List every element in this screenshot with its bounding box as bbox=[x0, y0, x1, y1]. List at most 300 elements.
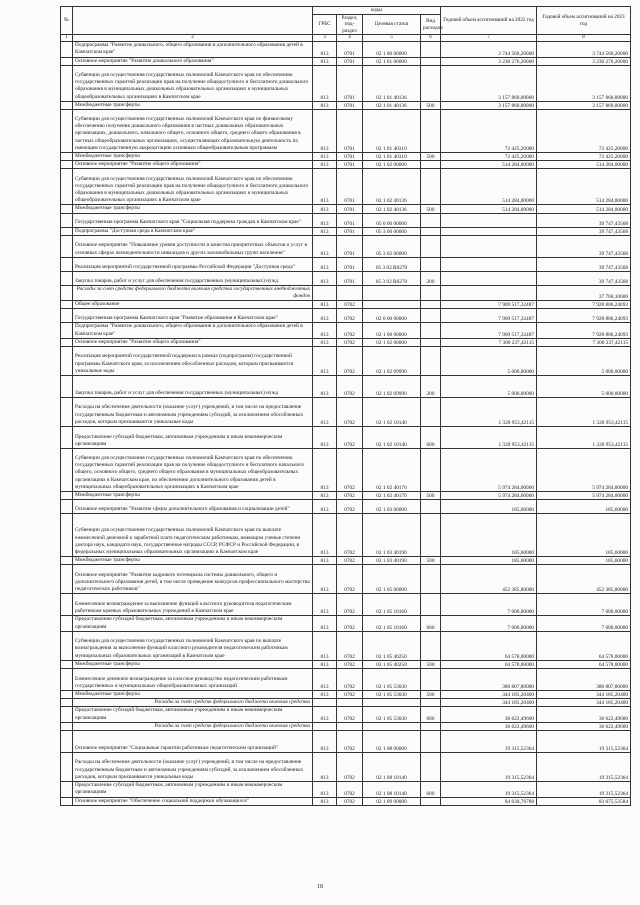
row-kind: 500 bbox=[421, 205, 441, 213]
col-index: 5 bbox=[363, 35, 421, 42]
row-grbs: 813 bbox=[313, 57, 337, 65]
table-row bbox=[61, 691, 631, 699]
row-target: 05 3 02 R0270 bbox=[363, 271, 421, 285]
row-vol2023: 452 385,80000 bbox=[537, 565, 631, 594]
table-row bbox=[61, 376, 631, 398]
row-target: 02 1 01 40310 bbox=[363, 153, 421, 161]
row-number bbox=[61, 565, 73, 594]
row-kind bbox=[421, 227, 441, 235]
row-vol2023: 39 747,43568 bbox=[537, 227, 631, 235]
row-grbs: 813 bbox=[313, 707, 337, 722]
row-vol2023: 5 000,00000 bbox=[537, 347, 631, 376]
row-grbs: 813 bbox=[313, 557, 337, 565]
row-vol2022: 3 744 560,20000 bbox=[441, 42, 537, 57]
col-index: 7 bbox=[441, 35, 537, 42]
row-target: 02 1 02 10140 bbox=[363, 427, 421, 449]
col-header-target: Целевая статья bbox=[363, 15, 421, 35]
row-vol2022: 36 622,49600 bbox=[441, 722, 537, 730]
row-section: 0702 bbox=[337, 449, 363, 492]
table-row bbox=[61, 205, 631, 213]
row-number bbox=[61, 235, 73, 257]
table-row bbox=[61, 699, 631, 707]
row-name: Субвенции для осуществления государственных полномочий Камчатского края по выплате вознаграждения за выполнение функций классного руководителя педагогическим работникам муниципальных образовательных организаций в Камчатском крае bbox=[73, 631, 313, 660]
row-vol2023: 64 578,00000 bbox=[537, 631, 631, 660]
row-section: 0702 bbox=[337, 376, 363, 398]
row-name: Основное мероприятие "Повышение уровня доступности и качества приоритетных объектов и услуг в основных сферах жизнедеятельности инвалидов и других маломобильных групп населения" bbox=[73, 235, 313, 257]
row-vol2023: 39 747,43568 bbox=[537, 235, 631, 257]
row-vol2022: 7 000,00000 bbox=[441, 616, 537, 631]
row-vol2022: 7 909 517,32487 bbox=[441, 301, 537, 309]
col-index: 2 bbox=[73, 35, 313, 42]
table-row bbox=[61, 398, 631, 427]
row-section: 0702 bbox=[337, 782, 363, 797]
row-target: 02 1 05 53030 bbox=[363, 707, 421, 722]
row-grbs: 813 bbox=[313, 797, 337, 805]
row-name: Ежемесячное вознаграждение за выполнение функций классного руководителя педагогическим работникам краевых образовательных учреждений в Камчатском крае bbox=[73, 594, 313, 616]
row-number bbox=[61, 65, 73, 101]
row-vol2023: 514 284,00000 bbox=[537, 205, 631, 213]
row-number bbox=[61, 660, 73, 668]
row-vol2023: 7 928 806,24093 bbox=[537, 301, 631, 309]
row-number bbox=[61, 782, 73, 797]
row-vol2023: 39 747,43568 bbox=[537, 257, 631, 271]
row-target: 02 1 02 09990 bbox=[363, 376, 421, 398]
row-grbs: 813 bbox=[313, 376, 337, 398]
row-section: 0702 bbox=[337, 565, 363, 594]
row-vol2023: 64 578,00000 bbox=[537, 660, 631, 668]
row-section: 0702 bbox=[337, 500, 363, 514]
row-vol2022: 19 315,52364 bbox=[441, 782, 537, 797]
row-grbs: 813 bbox=[313, 301, 337, 309]
row-vol2023: 36 622,49600 bbox=[537, 722, 631, 730]
col-header-section: Раздел, под-раздел bbox=[337, 15, 363, 35]
row-name: Межбюджетные трансферты bbox=[73, 101, 313, 109]
row-vol2023: 19 315,52364 bbox=[537, 782, 631, 797]
table-body bbox=[61, 35, 631, 805]
row-name: Подпрограмма "Доступная среда в Камчатском крае" bbox=[73, 227, 313, 235]
row-grbs: 813 bbox=[313, 271, 337, 285]
row-grbs: 813 bbox=[313, 101, 337, 109]
row-name: Подпрограмма "Развитие дошкольного, общего образования и дополнительного образования детей в Камчатском крае" bbox=[73, 323, 313, 338]
row-vol2023: 344 185,20400 bbox=[537, 691, 631, 699]
row-vol2023: 72 425,20000 bbox=[537, 110, 631, 153]
row-name: Реализация мероприятий государственной программы Российской Федерации "Доступная среда" bbox=[73, 257, 313, 271]
table-row bbox=[61, 427, 631, 449]
row-kind: 600 bbox=[421, 427, 441, 449]
col-index: 3 bbox=[313, 35, 337, 42]
row-vol2023: 83 675,53584 bbox=[537, 797, 631, 805]
row-target: 02 1 01 40136 bbox=[363, 65, 421, 101]
row-number bbox=[61, 376, 73, 398]
row-kind bbox=[421, 257, 441, 271]
row-number bbox=[61, 161, 73, 169]
row-section: 0701 bbox=[337, 42, 363, 57]
table-row bbox=[61, 65, 631, 101]
row-kind bbox=[421, 213, 441, 227]
row-vol2023: 7 928 806,24093 bbox=[537, 309, 631, 323]
row-name: Основное мероприятие "Обеспечение социальной поддержки обучающихся" bbox=[73, 797, 313, 805]
row-section bbox=[337, 285, 363, 300]
row-number bbox=[61, 449, 73, 492]
row-kind bbox=[421, 631, 441, 660]
row-section: 0702 bbox=[337, 301, 363, 309]
row-target: 02 1 02 09990 bbox=[363, 347, 421, 376]
row-number bbox=[61, 398, 73, 427]
table-row bbox=[61, 285, 631, 300]
row-vol2022: 3 157 860,00000 bbox=[441, 65, 537, 101]
row-number bbox=[61, 631, 73, 660]
row-name: Закупка товаров, работ и услуг для обеспечения государственных (муниципальных) нужд bbox=[73, 271, 313, 285]
row-vol2023: 1 320 953,42115 bbox=[537, 398, 631, 427]
row-grbs: 813 bbox=[313, 398, 337, 427]
row-number bbox=[61, 594, 73, 616]
row-number bbox=[61, 797, 73, 805]
row-vol2022: 344 185,20400 bbox=[441, 699, 537, 707]
row-number bbox=[61, 347, 73, 376]
row-grbs: 813 bbox=[313, 753, 337, 782]
row-grbs: 813 bbox=[313, 309, 337, 323]
row-grbs bbox=[313, 285, 337, 300]
row-section: 0701 bbox=[337, 227, 363, 235]
row-kind bbox=[421, 285, 441, 300]
col-header-vol2023: Годовой объем ассигнований на 2023 год bbox=[537, 7, 631, 35]
row-number bbox=[61, 227, 73, 235]
row-number bbox=[61, 205, 73, 213]
row-name: Основное мероприятие "Развитие сферы дополнительного образования и социализации детей" bbox=[73, 500, 313, 514]
row-vol2023: 37 760,10600 bbox=[537, 285, 631, 300]
row-target: 02 1 05 10160 bbox=[363, 616, 421, 631]
row-name: Расходы на обеспечение деятельности (оказание услуг) учреждений, в том числе на предоставление государственным бюджетным и автономным учреждениям субсидий, за исключением обособленных расходов, которым присваиваются уникальные коды bbox=[73, 398, 313, 427]
row-number bbox=[61, 669, 73, 691]
row-number bbox=[61, 213, 73, 227]
row-vol2022 bbox=[441, 227, 537, 235]
row-number bbox=[61, 500, 73, 514]
row-grbs: 813 bbox=[313, 594, 337, 616]
row-vol2023: 39 747,43568 bbox=[537, 213, 631, 227]
table-row bbox=[61, 347, 631, 376]
row-section: 0702 bbox=[337, 323, 363, 338]
row-section bbox=[337, 699, 363, 707]
row-vol2023: 7 928 806,24093 bbox=[537, 323, 631, 338]
row-number bbox=[61, 722, 73, 730]
row-target: 05 3 00 00000 bbox=[363, 227, 421, 235]
table-row bbox=[61, 731, 631, 753]
table-row bbox=[61, 500, 631, 514]
row-grbs: 813 bbox=[313, 347, 337, 376]
row-grbs: 813 bbox=[313, 631, 337, 660]
table-row bbox=[61, 631, 631, 660]
table-row bbox=[61, 257, 631, 271]
row-grbs: 813 bbox=[313, 660, 337, 668]
table-row bbox=[61, 161, 631, 169]
row-vol2023: 3 230 276,20000 bbox=[537, 57, 631, 65]
row-section: 0702 bbox=[337, 691, 363, 699]
row-section: 0701 bbox=[337, 65, 363, 101]
row-vol2022: 1 320 953,42115 bbox=[441, 398, 537, 427]
row-target: 02 1 02 40136 bbox=[363, 169, 421, 205]
row-vol2022: 36 622,49600 bbox=[441, 707, 537, 722]
row-vol2023: 5 974 284,00000 bbox=[537, 449, 631, 492]
row-vol2022: 5 000,00000 bbox=[441, 376, 537, 398]
table-row bbox=[61, 616, 631, 631]
row-vol2023: 185,60000 bbox=[537, 500, 631, 514]
table-row bbox=[61, 797, 631, 805]
row-kind bbox=[421, 449, 441, 492]
row-grbs: 813 bbox=[313, 565, 337, 594]
page-number: 18 bbox=[317, 884, 323, 890]
row-vol2023: 380 807,80000 bbox=[537, 669, 631, 691]
row-name: Государственная программа Камчатского края "Социальная поддержка граждан в Камчатском крае" bbox=[73, 213, 313, 227]
row-target: 02 1 00 00000 bbox=[363, 323, 421, 338]
row-number bbox=[61, 57, 73, 65]
row-name: Реализация мероприятий государственной поддержки в рамках (подпрограмм) государственной программы Камчатского края, за исключением обособленных расходов, которым присваиваются уникальные коды bbox=[73, 347, 313, 376]
row-vol2022: 5 974 284,00000 bbox=[441, 492, 537, 500]
row-target: 02 1 03 40190 bbox=[363, 514, 421, 557]
row-target: 02 1 03 00000 bbox=[363, 500, 421, 514]
row-grbs: 813 bbox=[313, 514, 337, 557]
row-kind bbox=[421, 669, 441, 691]
row-kind bbox=[421, 594, 441, 616]
row-number bbox=[61, 691, 73, 699]
row-name: Расходы за счет средств федерального бюджета включая средства bbox=[73, 722, 313, 730]
row-number bbox=[61, 323, 73, 338]
row-vol2022: 7 300 237,42115 bbox=[441, 338, 537, 346]
row-section: 0702 bbox=[337, 631, 363, 660]
row-kind bbox=[421, 65, 441, 101]
row-number bbox=[61, 338, 73, 346]
table-row bbox=[61, 323, 631, 338]
row-number bbox=[61, 101, 73, 109]
row-number bbox=[61, 257, 73, 271]
row-section: 0702 bbox=[337, 309, 363, 323]
row-target: 02 1 05 40250 bbox=[363, 660, 421, 668]
row-grbs: 813 bbox=[313, 213, 337, 227]
row-number bbox=[61, 309, 73, 323]
row-name: Предоставление субсидий бюджетным, автономным учреждениям и иным некоммерческим организациям bbox=[73, 616, 313, 631]
row-vol2023: 514 284,00000 bbox=[537, 161, 631, 169]
row-name: Основное мероприятие "Социальные гарантии работникам педагогическим организаций" bbox=[73, 731, 313, 753]
row-number bbox=[61, 169, 73, 205]
row-section: 0701 bbox=[337, 110, 363, 153]
row-vol2022 bbox=[441, 271, 537, 285]
row-vol2023: 185,60000 bbox=[537, 557, 631, 565]
row-kind: 600 bbox=[421, 616, 441, 631]
row-kind: 600 bbox=[421, 707, 441, 722]
row-vol2022: 84 030,78788 bbox=[441, 797, 537, 805]
row-number bbox=[61, 492, 73, 500]
row-vol2022 bbox=[441, 213, 537, 227]
row-kind bbox=[421, 169, 441, 205]
row-target: 05 3 02 00000 bbox=[363, 235, 421, 257]
row-grbs: 813 bbox=[313, 257, 337, 271]
row-kind bbox=[421, 110, 441, 153]
row-kind: 500 bbox=[421, 557, 441, 565]
row-vol2022: 380 807,80000 bbox=[441, 669, 537, 691]
row-kind: 500 bbox=[421, 492, 441, 500]
row-section: 0701 bbox=[337, 57, 363, 65]
row-name: Субвенции для осуществления государственных полномочий Камчатского края по обеспечению государственных гарантий реализации прав на получение общедоступного и бесплатного дошкольного образования в муниципальных дошкольных образовательных организациях и муниципальных общеобразовательных организациях в Камчатском крае bbox=[73, 169, 313, 205]
row-grbs: 813 bbox=[313, 782, 337, 797]
row-section: 0701 bbox=[337, 235, 363, 257]
row-number bbox=[61, 753, 73, 782]
row-kind bbox=[421, 797, 441, 805]
table-row bbox=[61, 110, 631, 153]
row-target: 02 1 08 00000 bbox=[363, 731, 421, 753]
row-kind: 200 bbox=[421, 376, 441, 398]
row-name: Межбюджетные трансферты bbox=[73, 153, 313, 161]
row-vol2023: 514 284,00000 bbox=[537, 169, 631, 205]
row-name: Предоставление субсидий бюджетным, автономным учреждениям и иным некоммерческим организациям bbox=[73, 782, 313, 797]
row-name: Предоставление субсидий бюджетным, автономным учреждениям и иным некоммерческим организациям bbox=[73, 427, 313, 449]
row-grbs: 813 bbox=[313, 338, 337, 346]
row-kind: 600 bbox=[421, 782, 441, 797]
row-vol2023: 7 300 237,42115 bbox=[537, 338, 631, 346]
row-name: Межбюджетные трансферты bbox=[73, 691, 313, 699]
row-vol2022: 3 157 860,00000 bbox=[441, 101, 537, 109]
row-kind: 500 bbox=[421, 153, 441, 161]
row-section: 0702 bbox=[337, 797, 363, 805]
row-number bbox=[61, 42, 73, 57]
table-row bbox=[61, 669, 631, 691]
row-kind bbox=[421, 398, 441, 427]
row-kind bbox=[421, 699, 441, 707]
row-target: 02 1 02 40136 bbox=[363, 205, 421, 213]
row-vol2023: 3 744 560,20000 bbox=[537, 42, 631, 57]
row-number bbox=[61, 271, 73, 285]
table-row bbox=[61, 449, 631, 492]
row-grbs: 813 bbox=[313, 65, 337, 101]
row-vol2023: 185,60000 bbox=[537, 514, 631, 557]
row-vol2023: 344 185,20400 bbox=[537, 699, 631, 707]
row-name: Государственная программа Камчатского края "Развитие образования в Камчатском крае" bbox=[73, 309, 313, 323]
row-name: Основное мероприятие "Развитие общего образования" bbox=[73, 161, 313, 169]
row-target: 02 1 05 53030 bbox=[363, 691, 421, 699]
row-number bbox=[61, 427, 73, 449]
row-grbs: 813 bbox=[313, 323, 337, 338]
row-section: 0701 bbox=[337, 205, 363, 213]
row-section: 0702 bbox=[337, 398, 363, 427]
row-vol2023: 36 622,49600 bbox=[537, 707, 631, 722]
row-number bbox=[61, 557, 73, 565]
col-index: 6 bbox=[421, 35, 441, 42]
row-target: 02 1 02 40170 bbox=[363, 449, 421, 492]
row-vol2022: 514 284,00000 bbox=[441, 169, 537, 205]
row-target: 02 1 02 00000 bbox=[363, 338, 421, 346]
row-vol2023: 19 315,52364 bbox=[537, 753, 631, 782]
table-row bbox=[61, 338, 631, 346]
row-section: 0702 bbox=[337, 753, 363, 782]
table-row bbox=[61, 309, 631, 323]
table-row bbox=[61, 271, 631, 285]
table-row bbox=[61, 492, 631, 500]
row-vol2023: 5 000,00000 bbox=[537, 376, 631, 398]
row-target: 02 1 08 10140 bbox=[363, 782, 421, 797]
row-grbs: 813 bbox=[313, 616, 337, 631]
row-grbs: 813 bbox=[313, 205, 337, 213]
row-grbs: 813 bbox=[313, 42, 337, 57]
row-section: 0702 bbox=[337, 669, 363, 691]
row-target: 02 1 02 40170 bbox=[363, 492, 421, 500]
col-header-grbs: ГРБС bbox=[313, 15, 337, 35]
row-section: 0701 bbox=[337, 101, 363, 109]
row-vol2023: 5 974 284,00000 bbox=[537, 492, 631, 500]
row-section: 0702 bbox=[337, 347, 363, 376]
row-target: 02 1 05 00000 bbox=[363, 565, 421, 594]
table-row bbox=[61, 213, 631, 227]
row-vol2022: 7 909 517,32487 bbox=[441, 323, 537, 338]
row-section: 0702 bbox=[337, 660, 363, 668]
row-target: 02 1 00 00000 bbox=[363, 42, 421, 57]
row-name: Субвенции для осуществления государственных полномочий Камчатского края по обеспечению государственных гарантий реализации прав на получение общедоступного и бесплатного начального общего, основного общего, среднего общего образования в муниципальных общеобразовательных организациях в Камчатском крае, по обеспечению дополнительного образования детей в муниципальных общеобразовательных организациях в Камчатском крае bbox=[73, 449, 313, 492]
row-number bbox=[61, 707, 73, 722]
table-row bbox=[61, 227, 631, 235]
row-section: 0702 bbox=[337, 731, 363, 753]
row-target: 05 0 00 00000 bbox=[363, 213, 421, 227]
row-number bbox=[61, 699, 73, 707]
row-vol2022: 185,60000 bbox=[441, 557, 537, 565]
table-row bbox=[61, 153, 631, 161]
row-target: 02 1 02 00000 bbox=[363, 161, 421, 169]
row-section: 0701 bbox=[337, 153, 363, 161]
row-grbs: 813 bbox=[313, 669, 337, 691]
row-number bbox=[61, 110, 73, 153]
row-vol2022 bbox=[441, 257, 537, 271]
row-kind: 500 bbox=[421, 691, 441, 699]
row-vol2022: 514 284,00000 bbox=[441, 161, 537, 169]
row-target bbox=[363, 699, 421, 707]
table-row bbox=[61, 660, 631, 668]
col-index: 4 bbox=[337, 35, 363, 42]
row-target: 02 1 01 40136 bbox=[363, 101, 421, 109]
row-section: 0702 bbox=[337, 616, 363, 631]
row-target bbox=[363, 301, 421, 309]
row-grbs: 813 bbox=[313, 492, 337, 500]
table-row bbox=[61, 42, 631, 57]
row-number bbox=[61, 731, 73, 753]
col-header-no: № bbox=[61, 7, 73, 35]
row-vol2022 bbox=[441, 285, 537, 300]
row-name: Межбюджетные трансферты bbox=[73, 660, 313, 668]
table-row bbox=[61, 514, 631, 557]
row-vol2023: 3 157 860,00000 bbox=[537, 65, 631, 101]
column-index-row bbox=[61, 35, 631, 42]
col-header-name bbox=[73, 7, 313, 35]
row-vol2023: 39 747,43568 bbox=[537, 271, 631, 285]
row-kind bbox=[421, 722, 441, 730]
row-target: 02 1 08 10140 bbox=[363, 753, 421, 782]
row-section: 0702 bbox=[337, 492, 363, 500]
row-name: Предоставление субсидий бюджетным, автономным учреждениям и иным некоммерческим организациям bbox=[73, 707, 313, 722]
row-vol2022: 72 425,20000 bbox=[441, 153, 537, 161]
row-vol2022: 7 909 517,32487 bbox=[441, 309, 537, 323]
row-grbs: 813 bbox=[313, 500, 337, 514]
row-vol2022: 7 000,00000 bbox=[441, 594, 537, 616]
row-name: Основное мероприятие "Развитие общего образования" bbox=[73, 338, 313, 346]
row-grbs: 813 bbox=[313, 161, 337, 169]
row-name: Субвенции для осуществления государственных полномочий Камчатского края по обеспечению государственных гарантий реализации прав на получение общедоступного и бесплатного дошкольного образования в муниципальных дошкольных образовательных организациях и муниципальных общеобразовательных организациях в Камчатском крае bbox=[73, 65, 313, 101]
table-row bbox=[61, 722, 631, 730]
row-grbs: 813 bbox=[313, 691, 337, 699]
row-vol2022: 19 315,52364 bbox=[441, 753, 537, 782]
budget-table bbox=[60, 6, 631, 806]
row-name: Основное мероприятие "Развитие дошкольного образования" bbox=[73, 57, 313, 65]
col-header-kind: Вид расходов bbox=[421, 15, 441, 35]
row-kind bbox=[421, 753, 441, 782]
row-target: 02 1 03 40190 bbox=[363, 557, 421, 565]
row-vol2022: 72 425,20000 bbox=[441, 110, 537, 153]
row-vol2022: 5 000,00000 bbox=[441, 347, 537, 376]
table-row bbox=[61, 707, 631, 722]
